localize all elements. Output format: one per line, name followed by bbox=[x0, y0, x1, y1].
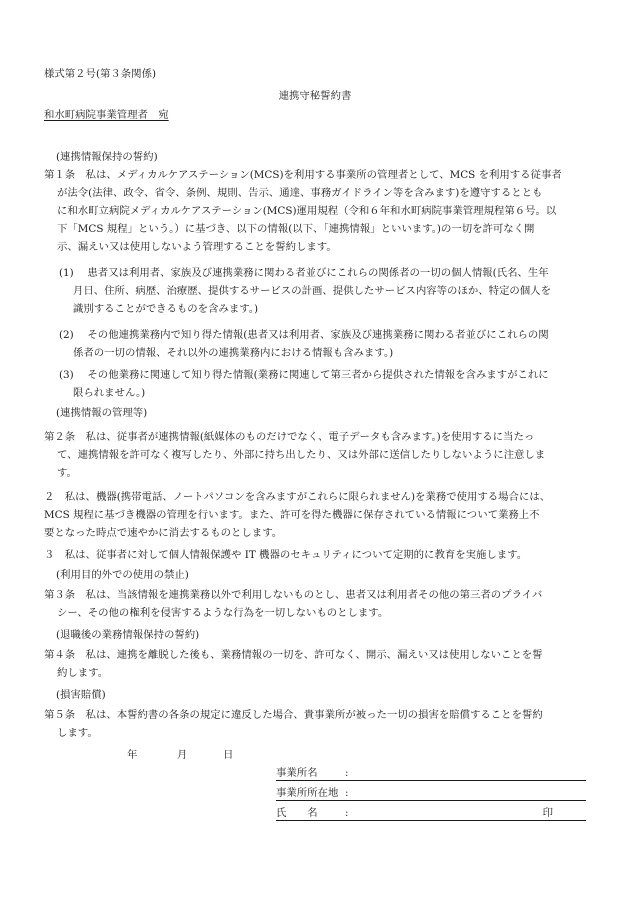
article-1-item-1: 識別することができるものを含みます。) bbox=[73, 303, 259, 315]
article-2-paragraph-2: 要となった時点で速やかに消去するものとします。 bbox=[44, 527, 283, 539]
office-name-label: 事業所名 bbox=[276, 767, 318, 779]
article-2-paragraph-2: ２ 私は、機器(携帯電話、ノートパソコンを含みますがこれらに限られません)を業務で使用する場合には、 bbox=[44, 491, 551, 503]
addressee: 和水町病院事業管理者 宛 bbox=[44, 109, 169, 121]
article-4-line: 約します。 bbox=[57, 667, 109, 679]
person-name-label: 氏 名 bbox=[276, 807, 318, 819]
date-year-label: 年 bbox=[127, 749, 138, 761]
date-month-label: 月 bbox=[177, 749, 188, 761]
article-5-heading: (損害賠償) bbox=[56, 689, 106, 701]
article-3-line: シー、その他の権利を侵害するような行為を一切しないものとします。 bbox=[57, 607, 389, 619]
article-3-heading: (利用目的外での使用の禁止) bbox=[56, 569, 189, 581]
article-2-paragraph-2: MCS 規程に基づき機器の管理を行います。また、許可を得た機器に保存されている情報について業務上不 bbox=[44, 509, 540, 521]
article-1-item-3: 限られません。) bbox=[73, 387, 146, 399]
article-1-line: 下「MCS 規程」という。）に基づき、以下の情報(以下、「連携情報」といいます。)の一切を許可なく開 bbox=[57, 223, 535, 235]
article-1-heading: (連携情報保持の誓約) bbox=[56, 151, 158, 163]
article-5-line: します。 bbox=[57, 727, 98, 739]
article-1-item-2: 係者の一切の情報、それ以外の連携業務内における情報も含みます。) bbox=[73, 347, 394, 359]
article-2-heading: (連携情報の管理等) bbox=[56, 407, 148, 419]
article-2-line: 第２条 私は、従事者が連携情報(紙媒体のものだけでなく、電子データも含みます。)を使用するに当たっ bbox=[44, 431, 535, 443]
article-2-line: す。 bbox=[57, 467, 77, 479]
article-2-paragraph-3: ３ 私は、従事者に対して個人情報保護や IT 機器のセキュリティについて定期的に教育を実施します。 bbox=[44, 549, 528, 561]
colon: : bbox=[345, 767, 349, 779]
article-1-item-1: (1) 患者又は利用者、家族及び連携業務に関わる者並びにこれらの関係者の一切の個人情報(氏名、生年 bbox=[59, 267, 549, 279]
article-2-line: て、連携情報を許可なく複写したり、外部に持ち出したり、又は外部に送信したりしないように注意しま bbox=[57, 449, 546, 461]
article-1-item-1: 月日、住所、病歴、治療歴、提供するサービスの計画、提供したサービス内容等のほか、特定の個人を bbox=[73, 285, 551, 297]
article-1-item-3: (3) その他業務に関連して知り得た情報(業務に関連して第三者から提供された情報を含みますがこれに bbox=[59, 369, 549, 381]
document-title: 連携守秘誓約書 bbox=[278, 90, 352, 102]
office-address-label: 事業所所在地 bbox=[276, 787, 339, 799]
article-4-line: 第４条 私は、連携を離脱した後も、業務情報の一切を、許可なく、開示、漏えい又は使用しないことを誓 bbox=[44, 649, 543, 661]
office-address-field[interactable] bbox=[276, 786, 586, 801]
date-day-label: 日 bbox=[223, 749, 234, 761]
article-3-line: 第３条 私は、当該情報を連携業務以外で利用しないものとし、患者又は利用者その他の第三者のプライバ bbox=[44, 589, 543, 601]
colon: : bbox=[345, 807, 349, 819]
colon: : bbox=[345, 787, 349, 799]
article-1-line: に和水町立病院メディカルケアステーション(MCS)運用規程（令和６年和水町病院事業管理規程第６号。以 bbox=[57, 205, 557, 217]
person-name-field[interactable] bbox=[276, 806, 586, 821]
article-1-item-2: (2) その他連携業務内で知り得た情報(患者又は利用者、家族及び連携業務に関わる者並びにこれらの関 bbox=[59, 329, 549, 341]
article-1-line: 示、漏えい又は使用しないよう管理することを誓約します。 bbox=[57, 241, 337, 253]
office-name-field[interactable] bbox=[276, 766, 586, 781]
seal-mark: 印 bbox=[542, 807, 553, 819]
article-4-heading: (退職後の業務情報保持の誓約) bbox=[56, 629, 200, 641]
form-number: 様式第２号(第３条関係) bbox=[44, 68, 157, 80]
article-1-line: 第１条 私は、メディカルケアステーション(MCS)を利用する事業所の管理者として、MCS を利用する従事者 bbox=[44, 169, 562, 181]
article-5-line: 第５条 私は、本誓約書の各条の規定に違反した場合、貴事業所が被った一切の損害を賠償することを誓約 bbox=[44, 709, 543, 721]
article-1-line: が法令(法律、政令、省令、条例、規則、告示、通達、事務ガイドライン等を含みます)を遵守するととも bbox=[57, 187, 543, 199]
